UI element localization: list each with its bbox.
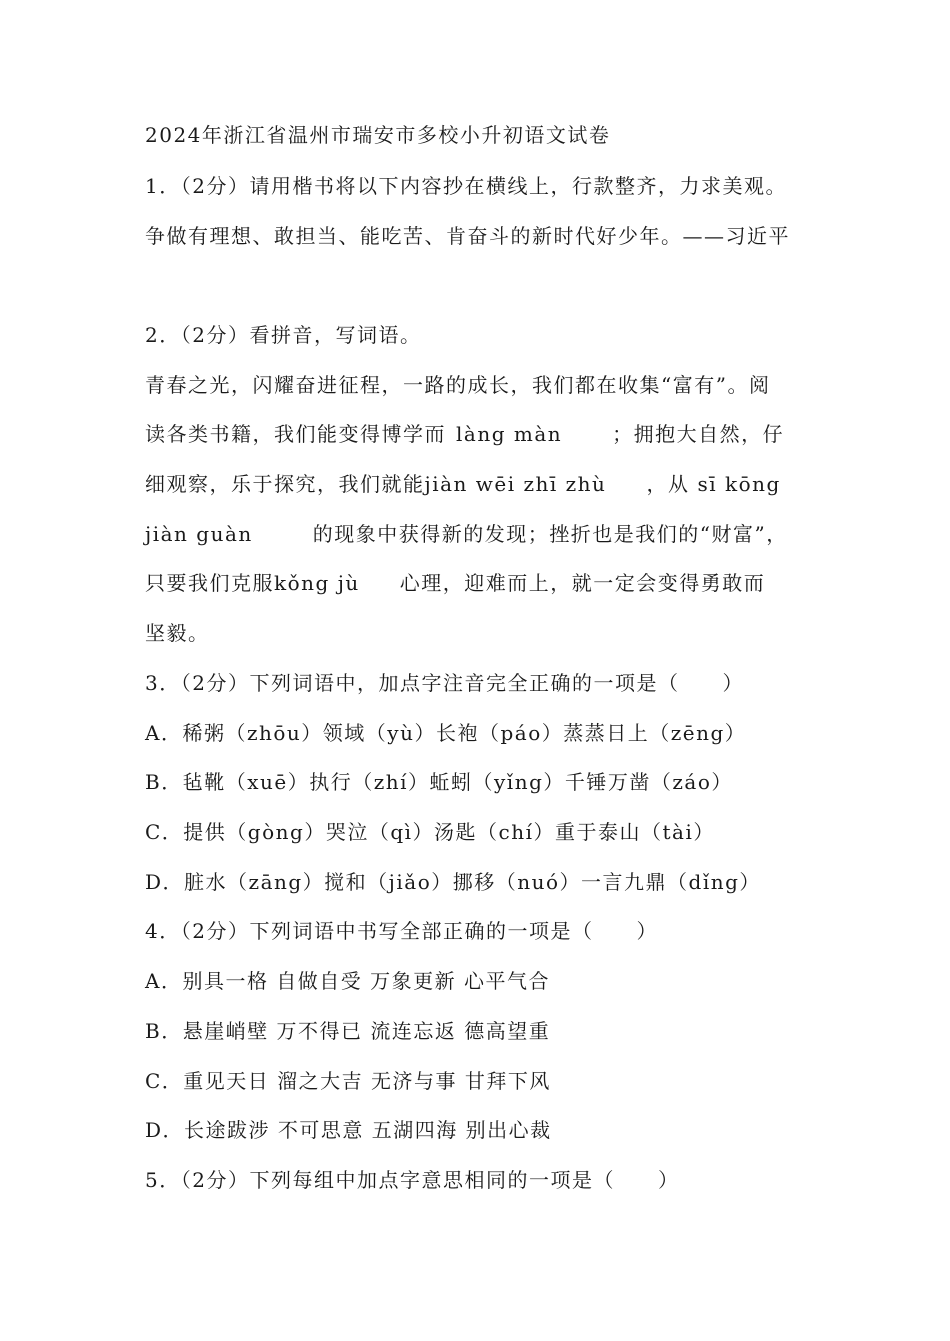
q4-option-a: A．别具一格 自做自受 万象更新 心平气合	[145, 969, 551, 993]
q3-stem: 3．（2分）下列词语中，加点字注音完全正确的一项是（ ）	[145, 671, 744, 695]
q2-line-5	[145, 570, 765, 596]
q2-line-2-text-a: 读各类书籍，我们能变得博学而	[145, 422, 446, 446]
q2-line-3	[145, 471, 781, 497]
q2-line-3-text-a: 细观察，乐于探究，我们就能	[145, 472, 425, 496]
q5-stem: 5．（2分）下列每组中加点字意思相同的一项是（ ）	[145, 1168, 680, 1192]
q3-option-a: A．稀粥（zhōu）领域（yù）长袍（páo）蒸蒸日上（zēng）	[145, 721, 747, 745]
q2-line-2-text-b: ；拥抱大自然，仔	[612, 422, 785, 446]
q2-line-1: 青春之光，闪耀奋进征程，一路的成长，我们都在收集“富有”。阅	[145, 373, 771, 397]
q4-option-b: B．悬崖峭壁 万不得已 流连忘返 德高望重	[145, 1019, 551, 1043]
q2-pinyin-4: kǒng jù	[274, 571, 360, 595]
q4-option-c: C．重见天日 溜之大吉 无济与事 甘拜下风	[145, 1069, 551, 1093]
q4-option-d: D．长途跋涉 不可思意 五湖四海 别出心裁	[145, 1118, 552, 1142]
q2-line-5-text-b: 心理，迎难而上，就一定会变得勇敢而	[399, 571, 766, 595]
q2-pinyin-3a: sī kōng	[697, 472, 781, 496]
q1-text: 争做有理想、敢担当、能吃苦、肯奋斗的新时代好少年。——习近平	[145, 224, 790, 248]
q2-stem: 2．（2分）看拼音，写词语。	[145, 323, 422, 347]
q3-option-b: B．毡靴（xuē）执行（zhí）蚯蚓（yǐng）千锤万凿（záo）	[145, 770, 733, 794]
exam-title: 2024年浙江省温州市瑞安市多校小升初语文试卷	[145, 123, 611, 147]
q2-line-2	[145, 421, 784, 447]
q3-option-c: C．提供（gòng）哭泣（qì）汤匙（chí）重于泰山（tài）	[145, 820, 715, 844]
q2-pinyin-1: làng màn	[456, 422, 563, 446]
q2-line-6: 坚毅。	[145, 621, 210, 645]
q2-pinyin-3b: jiàn guàn	[145, 522, 253, 546]
q4-stem: 4．（2分）下列词语中书写全部正确的一项是（ ）	[145, 919, 658, 943]
q2-pinyin-2: jiàn wēi zhī zhù	[424, 472, 607, 496]
q2-line-5-text-a: 只要我们克服	[145, 571, 274, 595]
q2-line-3-text-b: ，从	[646, 472, 690, 496]
q3-option-d: D．脏水（zāng）搅和（jiǎo）挪移（nuó）一言九鼎（dǐng）	[145, 870, 761, 894]
q1-stem: 1．（2分）请用楷书将以下内容抄在横线上，行款整齐，力求美观。	[145, 174, 787, 198]
q2-line-4	[145, 521, 788, 547]
q2-line-4-text: 的现象中获得新的发现；挫折也是我们的“财富”，	[312, 522, 788, 546]
